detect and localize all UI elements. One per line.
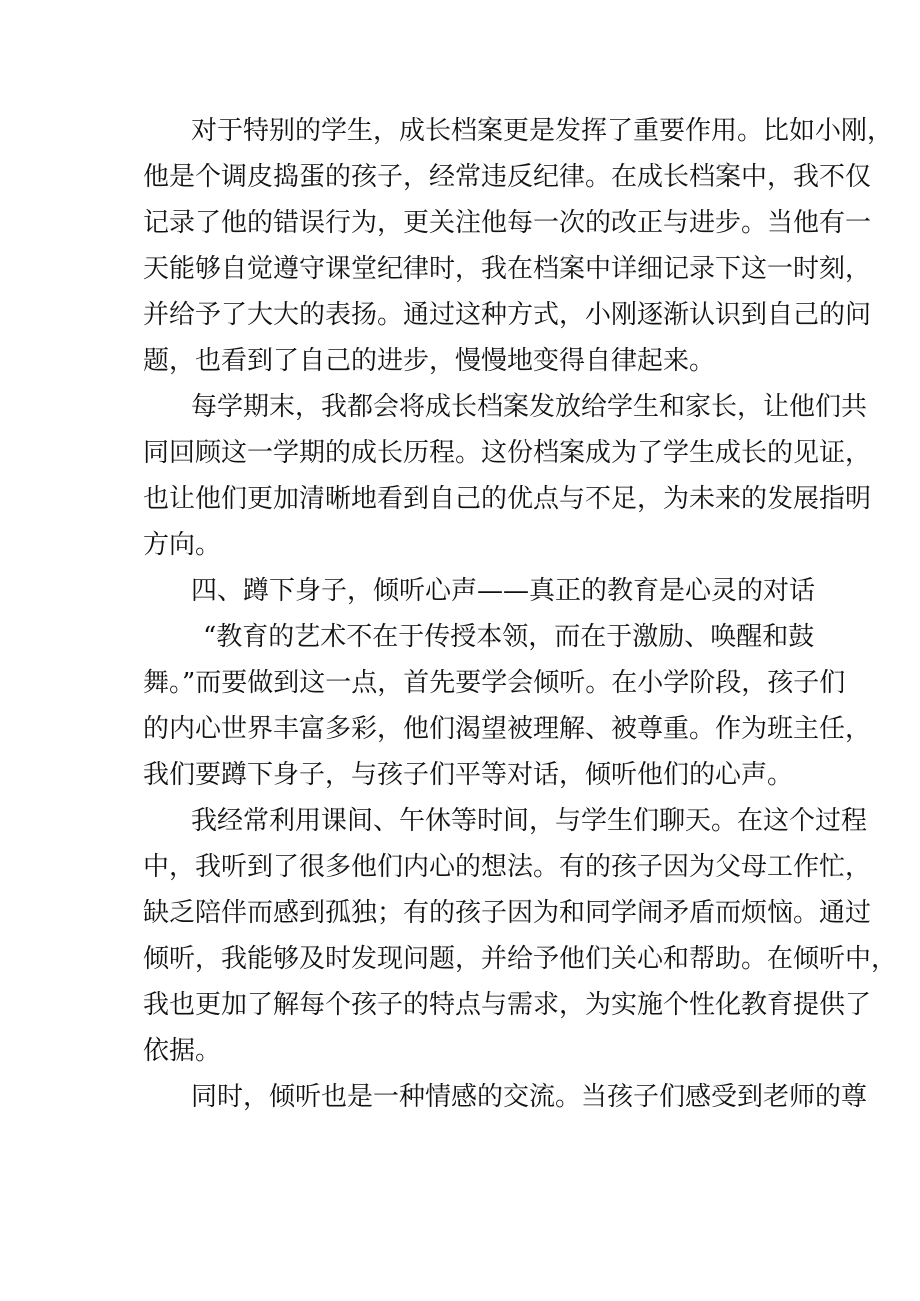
text-line: 的内心世界丰富多彩，他们渴望被理解、被尊重。作为班主任， <box>143 714 872 744</box>
quote-line: “教育的艺术不在于传授本领，而在于激励、唤醒和鼓 <box>203 622 815 652</box>
text-line: 天能够自觉遵守课堂纪律时，我在档案中详细记录下这一时刻， <box>143 254 872 284</box>
text-line: 我经常利用课间、午休等时间，与学生们聊天。在这个过程 <box>191 806 868 836</box>
text-line: 并给予了大大的表扬。通过这种方式，小刚逐渐认识到自己的问 <box>143 300 872 330</box>
section-heading: 四、蹲下身子，倾听心声——真正的教育是心灵的对话 <box>191 576 816 606</box>
text-line: 我们要蹲下身子，与孩子们平等对话，倾听他们的心声。 <box>143 760 794 790</box>
text-line: 舞。”而要做到这一点，首先要学会倾听。在小学阶段，孩子们 <box>143 668 846 698</box>
text-line: 倾听，我能够及时发现问题，并给予他们关心和帮助。在倾听中， <box>143 944 898 974</box>
text-line: 我也更加了解每个孩子的特点与需求，为实施个性化教育提供了 <box>143 990 872 1020</box>
text-line: 记录了他的错误行为，更关注他每一次的改正与进步。当他有一 <box>143 208 872 238</box>
text-line: 方向。 <box>143 530 222 560</box>
text-line: 中，我听到了很多他们内心的想法。有的孩子因为父母工作忙， <box>143 852 872 882</box>
text-line: 同时，倾听也是一种情感的交流。当孩子们感受到老师的尊 <box>191 1082 868 1112</box>
text-line: 也让他们更加清晰地看到自己的优点与不足，为未来的发展指明 <box>143 484 872 514</box>
text-line: 他是个调皮捣蛋的孩子，经常违反纪律。在成长档案中，我不仅 <box>143 162 872 192</box>
text-line: 题，也看到了自己的进步，慢慢地变得自律起来。 <box>143 346 716 376</box>
text-line: 对于特别的学生，成长档案更是发挥了重要作用。比如小刚， <box>191 116 894 146</box>
text-line: 每学期末，我都会将成长档案发放给学生和家长，让他们共 <box>191 392 868 422</box>
text-line: 依据。 <box>143 1036 222 1066</box>
document-body <box>143 108 898 1120</box>
text-line: 缺乏陪伴而感到孤独；有的孩子因为和同学闹矛盾而烦恼。通过 <box>143 898 872 928</box>
text-line: 同回顾这一学期的成长历程。这份档案成为了学生成长的见证， <box>143 438 872 468</box>
